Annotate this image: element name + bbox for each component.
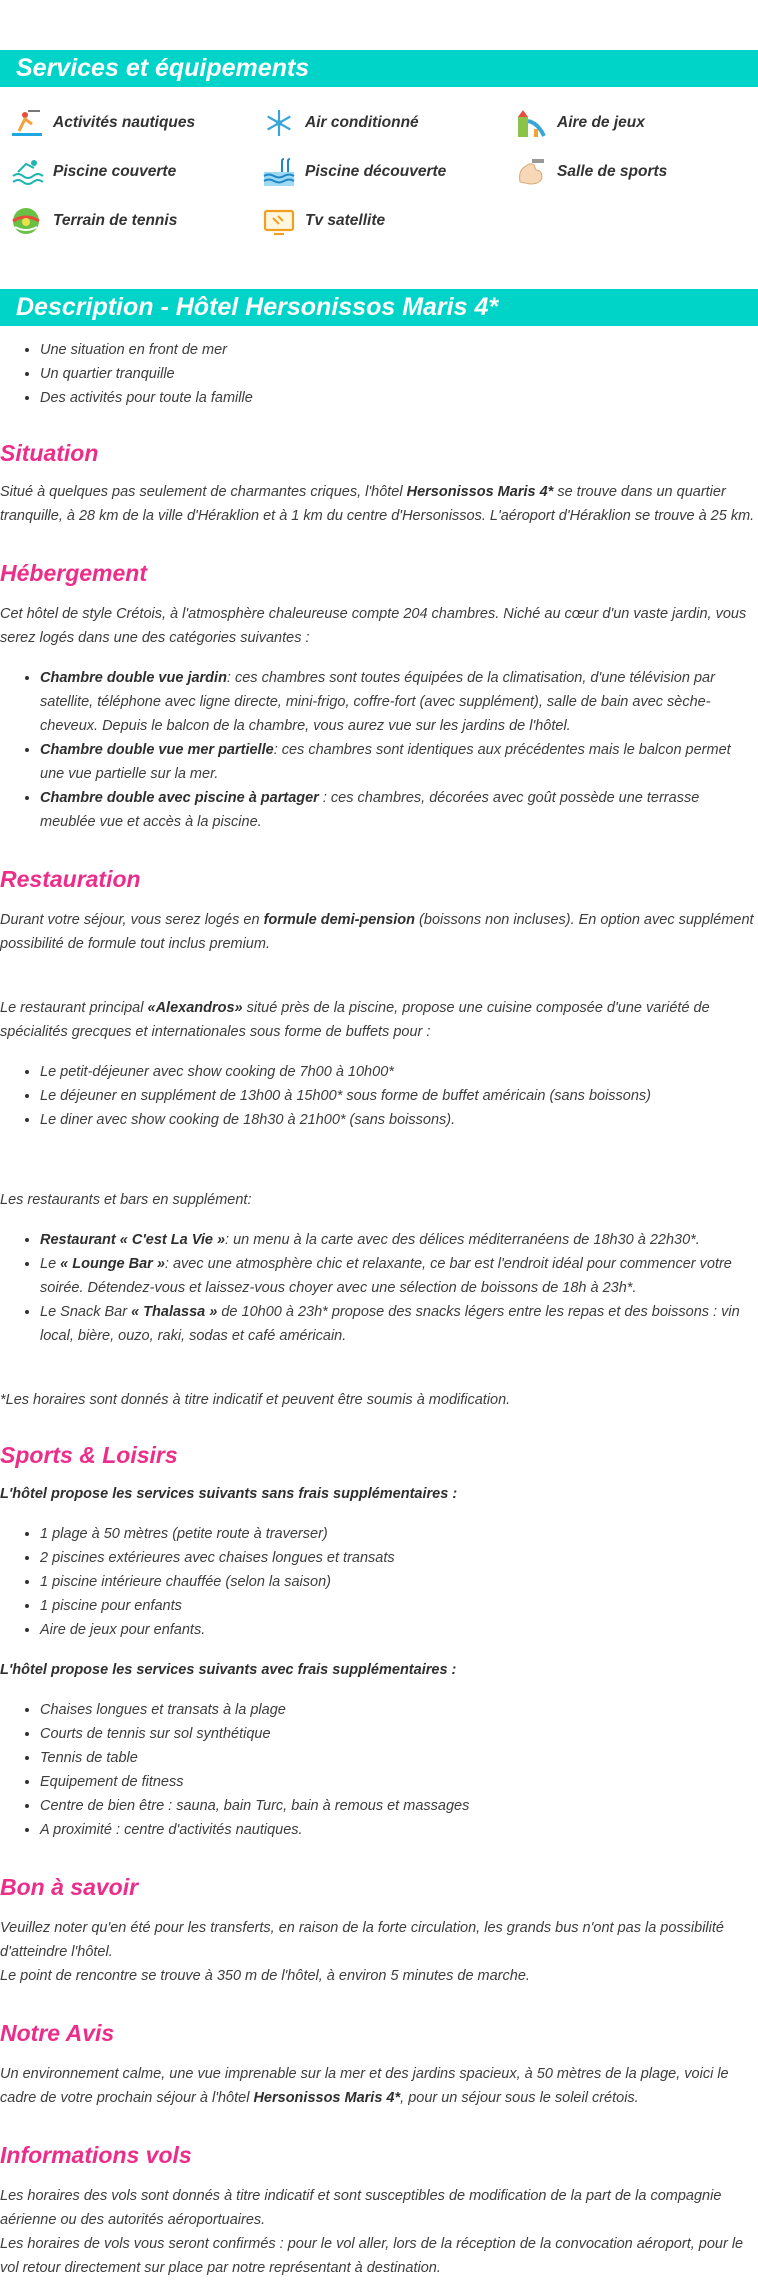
paid-services-title: L'hôtel propose les services suivants avec frais supplémentaires :	[0, 1662, 457, 1678]
list-item: • Une situation en front de mer	[40, 338, 758, 362]
indoor-pool-icon	[10, 156, 44, 188]
list-item: • Aire de jeux pour enfants.	[40, 1618, 758, 1642]
service-label: Tv satellite	[305, 212, 386, 229]
service-label: Piscine découverte	[305, 163, 447, 180]
service-indoor-pool	[10, 156, 262, 188]
rooms-list	[0, 666, 758, 834]
list-item: • Courts de tennis sur sol synthétique	[40, 1722, 758, 1746]
service-label: Salle de sports	[557, 163, 668, 180]
list-item: • Des activités pour toute la famille	[40, 386, 758, 410]
free-services-list	[0, 1522, 758, 1642]
list-item: • 1 piscine pour enfants	[40, 1594, 758, 1618]
sports-heading: Sports & Loisirs	[0, 1442, 178, 1468]
list-item: • 1 plage à 50 mètres (petite route à traverser)	[40, 1522, 758, 1546]
bon-a-savoir-line-2: Le point de rencontre se trouve à 350 m de l'hôtel, à environ 5 minutes de marche.	[0, 1968, 530, 1984]
gym-icon	[514, 156, 548, 188]
list-item: • Equipement de fitness	[40, 1770, 758, 1794]
situation-text: Situé à quelques pas seulement de charmantes criques, l'hôtel Hersonissos Maris 4* se trouve dans un quartier tranquille, à 28 km de la ville d'Héraklion et à 1 km du centre d'Hersonissos. L'aéroport d'Héraklion se trouve à 25 km.	[0, 484, 755, 524]
service-label: Piscine couverte	[53, 163, 177, 180]
service-label: Terrain de tennis	[53, 212, 178, 229]
bars-intro: Les restaurants et bars en supplément:	[0, 1192, 252, 1208]
services-grid	[0, 87, 758, 237]
service-gym	[514, 156, 758, 188]
service-label: Activités nautiques	[53, 114, 196, 131]
service-air-conditioning	[262, 107, 514, 139]
list-item: • Chaises longues et transats à la plage	[40, 1698, 758, 1722]
playground-icon	[514, 107, 548, 139]
list-item: • Restaurant « C'est La Vie »: un menu à la carte avec des délices méditerranéens de 18h30 à 22h30*.	[40, 1228, 758, 1252]
list-item: • Chambre double avec piscine à partager : ces chambres, décorées avec goût possède une terrasse meublée vue et accès à la piscine.	[40, 786, 758, 834]
hebergement-intro: Cet hôtel de style Crétois, à l'atmosphère chaleureuse compte 204 chambres. Niché au cœur d'un vaste jardin, vous serez logés dans une des catégories suivantes :	[0, 606, 747, 646]
hebergement-heading: Hébergement	[0, 560, 147, 586]
list-item: • Le « Lounge Bar »: avec une atmosphère chic et relaxante, ce bar est l'endroit idéal pour commencer votre soirée. Détendez-vous et laissez-vous choyer avec une sélection de boissons de 18h à 23h*.	[40, 1252, 758, 1300]
service-label: Air conditionné	[305, 114, 419, 131]
list-item: • Tennis de table	[40, 1746, 758, 1770]
service-water-sports	[10, 107, 262, 139]
list-item: • Un quartier tranquille	[40, 362, 758, 386]
avis-text: Un environnement calme, une vue imprenable sur la mer et des jardins spacieux, à 50 mètres de la plage, voici le cadre de votre prochain séjour à l'hôtel Hersonissos Maris 4*, pour un séjour sous le soleil crétois.	[0, 2066, 729, 2106]
main-restaurant-text: Le restaurant principal «Alexandros» situé près de la piscine, propose une cuisine composée d'une variété de spécialités grecques et internationales sous forme de buffets pour :	[0, 1000, 710, 1040]
service-tennis	[10, 205, 262, 237]
restauration-intro: Durant votre séjour, vous serez logés en formule demi-pension (boissons non incluses). En option avec supplément possibilité de formule tout inclus premium.	[0, 912, 754, 952]
bon-a-savoir-heading: Bon à savoir	[0, 1874, 139, 1900]
free-services-title: L'hôtel propose les services suivants sans frais supplémentaires :	[0, 1486, 458, 1502]
service-satellite-tv	[262, 205, 514, 237]
service-outdoor-pool	[262, 156, 514, 188]
list-item: • Chambre double vue jardin: ces chambres sont toutes équipées de la climatisation, d'une télévision par satellite, téléphone avec ligne directe, mini-frigo, coffre-fort (avec supplément), salle de bain avec sèche-cheveux. Depuis le balcon de la chambre, vous aurez vue sur les jardins de l'hôtel.	[40, 666, 758, 738]
service-label: Aire de jeux	[557, 114, 645, 131]
snowflake-icon	[262, 107, 296, 139]
services-banner: Services et équipements	[0, 50, 758, 87]
vols-line-1: Les horaires des vols sont donnés à titre indicatif et sont susceptibles de modification de la part de la compagnie aérienne ou des autorités aéroportuaires.	[0, 2188, 722, 2228]
list-item: • Le déjeuner en supplément de 13h00 à 15h00* sous forme de buffet américain (sans boissons)	[40, 1084, 758, 1108]
avis-heading: Notre Avis	[0, 2020, 115, 2046]
meals-list	[0, 1060, 758, 1132]
list-item: • Le petit-déjeuner avec show cooking de 7h00 à 10h00*	[40, 1060, 758, 1084]
list-item: • Le Snack Bar « Thalassa » de 10h00 à 23h* propose des snacks légers entre les repas et des boissons : vin local, bière, ouzo, raki, sodas et café américain.	[40, 1300, 758, 1348]
vols-heading: Informations vols	[0, 2142, 192, 2168]
bars-list	[0, 1228, 758, 1348]
vols-line-2: Les horaires de vols vous seront confirmés : pour le vol aller, lors de la réception de la convocation aéroport, pour le vol retour directement sur place par notre représentant à destination.	[0, 2236, 744, 2276]
list-item: • Le diner avec show cooking de 18h30 à 21h00* (sans boissons).	[40, 1108, 758, 1132]
tennis-icon	[10, 205, 44, 237]
tv-icon	[262, 205, 296, 237]
water-sports-icon	[10, 107, 44, 139]
paid-services-list	[0, 1698, 758, 1842]
list-item: • A proximité : centre d'activités nautiques.	[40, 1818, 758, 1842]
list-item: • Centre de bien être : sauna, bain Turc, bain à remous et massages	[40, 1794, 758, 1818]
restauration-heading: Restauration	[0, 866, 141, 892]
bon-a-savoir-line-1: Veuillez noter qu'en été pour les transferts, en raison de la forte circulation, les grands bus n'ont pas la possibilité d'atteindre l'hôtel.	[0, 1920, 724, 1960]
highlights-list	[0, 338, 758, 410]
list-item: • Chambre double vue mer partielle: ces chambres sont identiques aux précédentes mais le balcon permet une vue partielle sur la mer.	[40, 738, 758, 786]
service-playground	[514, 107, 758, 139]
list-item: • 2 piscines extérieures avec chaises longues et transats	[40, 1546, 758, 1570]
situation-heading: Situation	[0, 440, 99, 466]
hours-disclaimer: *Les horaires sont donnés à titre indicatif et peuvent être soumis à modification.	[0, 1392, 511, 1408]
list-item: • 1 piscine intérieure chauffée (selon la saison)	[40, 1570, 758, 1594]
outdoor-pool-icon	[262, 156, 296, 188]
description-banner: Description - Hôtel Hersonissos Maris 4*	[0, 289, 758, 326]
